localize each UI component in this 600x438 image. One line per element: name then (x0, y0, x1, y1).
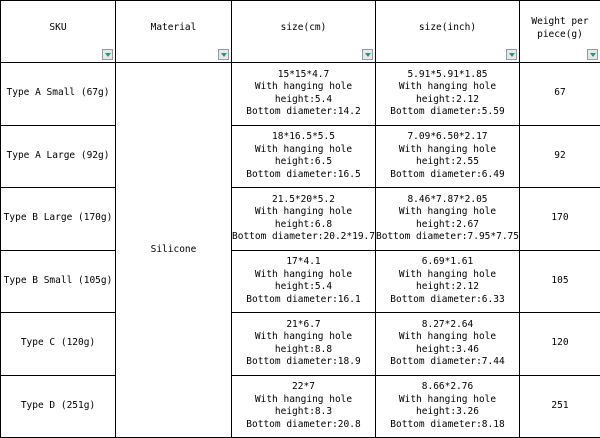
weight-cell[interactable]: 120 (520, 313, 600, 376)
size-line: Bottom diameter:6.33 (376, 294, 519, 307)
table-row (1, 375, 600, 438)
header-label: Weight per piece(g) (520, 16, 600, 47)
size-line: Bottom diameter:14.2 (232, 106, 375, 119)
header-row (1, 1, 600, 63)
size-line: 22*7 (232, 381, 375, 394)
filter-dropdown-icon[interactable] (362, 49, 373, 60)
size-line: With hanging hole (232, 206, 375, 219)
size-line: 7.09*6.50*2.17 (376, 131, 519, 144)
size-line: With hanging hole (232, 269, 375, 282)
size-line: height:8.8 (232, 344, 375, 357)
size-line: With hanging hole (232, 331, 375, 344)
size-line: height:5.4 (232, 281, 375, 294)
size-line: Bottom diameter:6.49 (376, 169, 519, 182)
size-line: 8.66*2.76 (376, 381, 519, 394)
size-cm-cell[interactable] (232, 188, 376, 251)
size-line: With hanging hole (232, 394, 375, 407)
size-cm-cell[interactable] (232, 250, 376, 313)
sku-cell[interactable]: Type D (251g) (1, 375, 116, 438)
size-line: Bottom diameter:5.59 (376, 106, 519, 119)
size-cm-cell[interactable] (232, 125, 376, 188)
filter-dropdown-icon[interactable] (102, 49, 113, 60)
size-line: height:8.3 (232, 406, 375, 419)
size-cm-cell[interactable] (232, 63, 376, 126)
size-line: Bottom diameter:18.9 (232, 356, 375, 369)
size-line: Bottom diameter:7.44 (376, 356, 519, 369)
size-line: height:6.8 (232, 219, 375, 232)
header-cell-sku[interactable] (1, 1, 116, 63)
table-row (1, 188, 600, 251)
size-line: With hanging hole (376, 269, 519, 282)
size-line: 8.27*2.64 (376, 319, 519, 332)
size-line: Bottom diameter:16.5 (232, 169, 375, 182)
header-cell-material[interactable] (116, 1, 232, 63)
size-line: height:3.46 (376, 344, 519, 357)
filter-dropdown-icon[interactable] (218, 49, 229, 60)
size-inch-cell[interactable] (376, 313, 520, 376)
size-line: With hanging hole (376, 144, 519, 157)
weight-cell[interactable]: 92 (520, 125, 600, 188)
weight-cell[interactable]: 67 (520, 63, 600, 126)
header-label: size(cm) (232, 22, 375, 41)
size-line: With hanging hole (376, 394, 519, 407)
weight-cell[interactable]: 105 (520, 250, 600, 313)
size-line: Bottom diameter:16.1 (232, 294, 375, 307)
table-row (1, 313, 600, 376)
filter-dropdown-icon[interactable] (506, 49, 517, 60)
size-line: 8.46*7.87*2.05 (376, 194, 519, 207)
size-line: With hanging hole (376, 81, 519, 94)
size-inch-cell[interactable] (376, 188, 520, 251)
header-label: SKU (1, 22, 115, 41)
size-line: 15*15*4.7 (232, 69, 375, 82)
size-cm-cell[interactable] (232, 313, 376, 376)
sku-cell[interactable]: Type A Large (92g) (1, 125, 116, 188)
size-line: height:2.12 (376, 94, 519, 107)
table-body (1, 63, 600, 438)
size-line: Bottom diameter:20.8 (232, 419, 375, 432)
header-cell-size-inch[interactable] (376, 1, 520, 63)
header-label: size(inch) (376, 22, 519, 41)
size-line: height:2.67 (376, 219, 519, 232)
size-line: 18*16.5*5.5 (232, 131, 375, 144)
size-line: Bottom diameter:20.2*19.7 (232, 231, 375, 244)
size-line: 21*6.7 (232, 319, 375, 332)
table-row (1, 125, 600, 188)
size-line: height:3.26 (376, 406, 519, 419)
size-line: Bottom diameter:8.18 (376, 419, 519, 432)
sku-cell[interactable]: Type B Small (105g) (1, 250, 116, 313)
size-line: height:2.55 (376, 156, 519, 169)
weight-cell[interactable]: 251 (520, 375, 600, 438)
sku-cell[interactable]: Type C (120g) (1, 313, 116, 376)
size-line: 21.5*20*5.2 (232, 194, 375, 207)
size-line: 5.91*5.91*1.85 (376, 69, 519, 82)
size-cm-cell[interactable] (232, 375, 376, 438)
size-line: height:2.12 (376, 281, 519, 294)
size-line: With hanging hole (232, 144, 375, 157)
size-inch-cell[interactable] (376, 125, 520, 188)
table-row (1, 250, 600, 313)
material-cell[interactable]: Silicone (116, 63, 232, 438)
header-cell-weight[interactable] (520, 1, 600, 63)
size-line: Bottom diameter:7.95*7.75 (376, 231, 519, 244)
size-line: height:6.5 (232, 156, 375, 169)
size-inch-cell[interactable] (376, 250, 520, 313)
size-inch-cell[interactable] (376, 375, 520, 438)
sku-cell[interactable]: Type B Large (170g) (1, 188, 116, 251)
size-line: 17*4.1 (232, 256, 375, 269)
size-inch-cell[interactable] (376, 63, 520, 126)
size-line: 6.69*1.61 (376, 256, 519, 269)
filter-dropdown-icon[interactable] (587, 49, 598, 60)
sku-cell[interactable]: Type A Small (67g) (1, 63, 116, 126)
header-cell-size-cm[interactable] (232, 1, 376, 63)
table-row (1, 63, 600, 126)
weight-cell[interactable]: 170 (520, 188, 600, 251)
size-line: With hanging hole (232, 81, 375, 94)
size-line: With hanging hole (376, 206, 519, 219)
size-line: height:5.4 (232, 94, 375, 107)
size-line: With hanging hole (376, 331, 519, 344)
header-label: Material (116, 22, 231, 41)
